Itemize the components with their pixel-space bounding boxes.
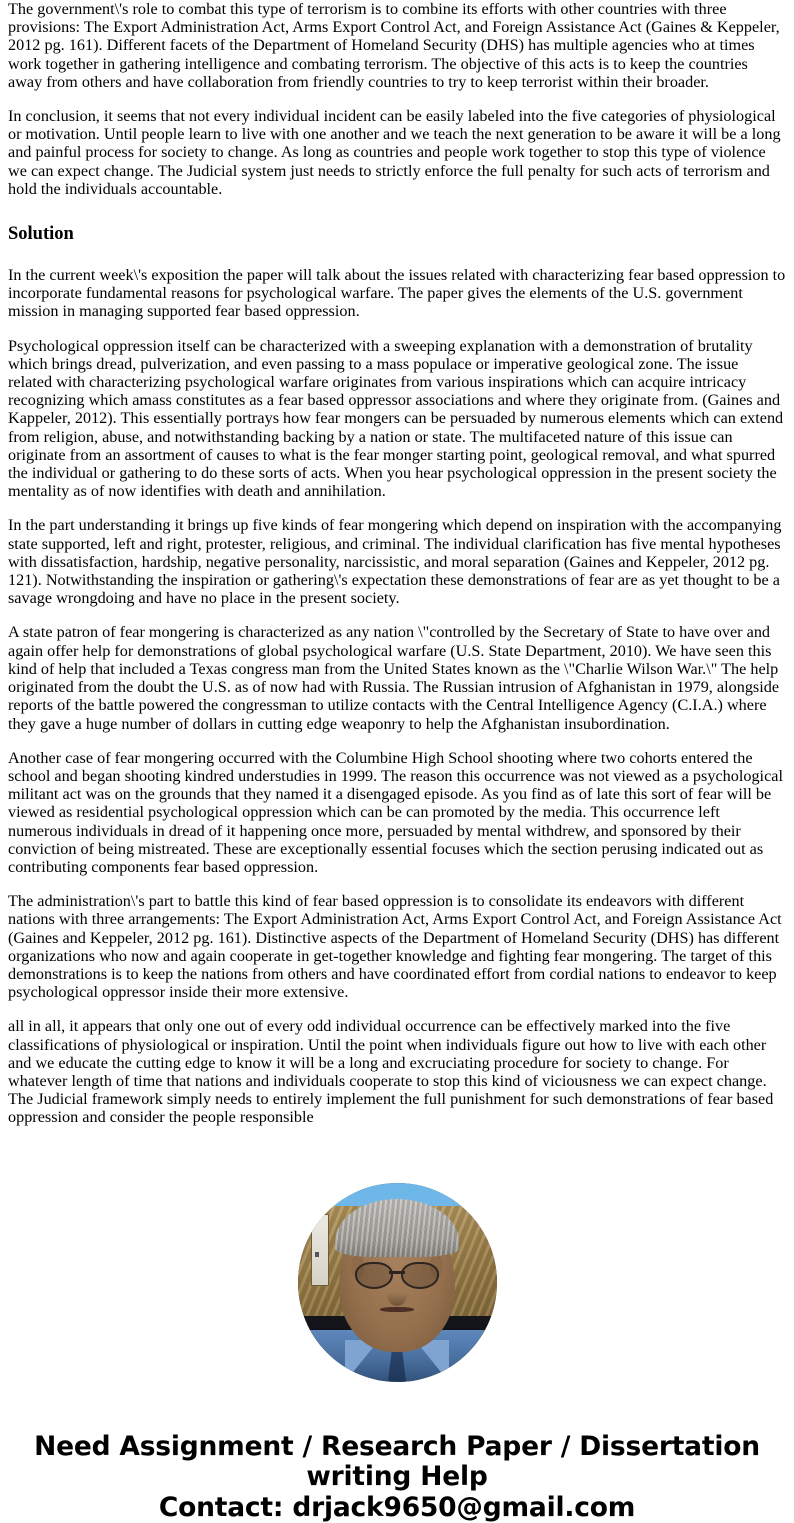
footer-contact-banner bbox=[8, 1432, 786, 1523]
avatar-container bbox=[8, 1183, 786, 1382]
paragraph: Psychological oppression itself can be characterized with a sweeping explanation with a demonstration of brutality which brings dread, pulverization, and even passing to a mass populace or imperative geological zone. The issue related with characterizing psychological warfare originates from various inspirations which can acquire intricacy recognizing which amass constitutes as a fear based oppressor associations and where they originate from. (Gaines and Kappeler, 2012). This essentially portrays how fear mongers can be persuaded by numerous elements which can extend from religion, abuse, and notwithstanding backing by a nation or state. The multifaceted nature of this issue can originate from an assortment of causes to what is the fear monger starting point, geological removal, and what spurred the individual or gathering to do these sorts of acts. When you hear psychological oppression in the present society the mentality as of now identifies with death and annihilation. bbox=[8, 336, 784, 501]
paragraph: A state patron of fear mongering is characterized as any nation \"controlled by the Secretary of State to have over and again offer help for demonstrations of global psychological warfare (U.S. State Department, 2010). We have seen this kind of help that included a Texas congress man from the United States known as the \"Charlie Wilson War.\" The help originated from the doubt the U.S. as of now had with Russia. The Russian intrusion of Afghanistan in 1979, alongside reports of the battle powered the congressman to utilize contacts with the Central Intelligence Agency (C.I.A.) where they gave a huge number of dollars in cutting edge weaponry to help the Afghanistan insubordination. bbox=[8, 623, 780, 733]
footer-headline: Need Assignment / Research Paper / Dissertation writing Help bbox=[34, 1430, 760, 1492]
paragraph: In the part understanding it brings up five kinds of fear mongering which depend on inspiration with the accompanying state supported, left and right, protester, religious, and criminal. The individual clarification has five mental hypotheses with dissatisfaction, hardship, negative personality, narcissistic, and moral separation (Gaines and Keppeler, 2012 pg. 121). Notwithstanding the inspiration or gathering\'s expectation these demonstrations of fear are as yet thought to be a savage wrongdoing and have no place in the present society. bbox=[8, 516, 782, 608]
avatar-eyeglass-bridge bbox=[389, 1271, 405, 1274]
avatar-nose bbox=[387, 1284, 407, 1306]
avatar-mouth bbox=[380, 1307, 414, 1312]
intro-paragraphs bbox=[8, 0, 786, 198]
solution-paragraphs bbox=[8, 266, 786, 1127]
paragraph: The government\'s role to combat this type of terrorism is to combine its efforts with other countries with three provisions: The Export Administration Act, Arms Export Control Act, and Foreign Assistance Act (Gaines & Keppeler, 2012 pg. 161). Different facets of the Department of Homeland Security (DHS) has multiple agencies who at times work together in gathering intelligence and combating terrorism. The objective of this acts is to keep the countries away from others and have collaboration from friendly countries to try to keep terrorist within their broader. bbox=[8, 0, 780, 91]
section-heading-solution: Solution bbox=[8, 224, 74, 245]
paragraph: all in all, it appears that only one out of every odd individual occurrence can be effectively marked into the five classifications of physiological or inspiration. Until the point when individuals figure out how to live with each other and we educate the cutting edge to know it will be a long and excruciating procedure for society to change. For whatever length of time that nations and individuals cooperate to stop this kind of viciousness we can expect change. The Judicial framework simply needs to entirely implement the full punishment for such demonstrations of fear based oppression and consider the people responsible bbox=[8, 1017, 774, 1127]
avatar bbox=[298, 1183, 497, 1382]
avatar-background-wall-panel bbox=[311, 1214, 329, 1286]
footer-contact-email: Contact: drjack9650@gmail.com bbox=[158, 1491, 636, 1523]
paragraph: Another case of fear mongering occurred with the Columbine High School shooting where two cohorts entered the school and began shooting kindred understudies in 1999. The reason this occurrence was not viewed as a psychological militant act was on the grounds that they named it a disengaged episode. As you find as of late this sort of fear will be viewed as residential psychological oppression which can be can promoted by the media. This occurrence left numerous individuals in dread of it happening once more, persuaded by mental withdrew, and sponsored by their conviction of being mistreated. These are exceptionally essential focuses which the section perusing indicated out as contributing components fear based oppression. bbox=[8, 748, 783, 876]
paragraph: In conclusion, it seems that not every individual incident can be easily labeled into the five categories of physiological or motivation. Until people learn to live with one another and we teach the next generation to be aware it will be a long and painful process for society to change. As long as countries and people work together to stop this type of violence we can expect change. The Judicial system just needs to strictly enforce the full penalty for such acts of terrorism and hold the individuals accountable. bbox=[8, 107, 781, 198]
paragraph: In the current week\'s exposition the paper will talk about the issues related with characterizing fear based oppression to incorporate fundamental reasons for psychological warfare. The paper gives the elements of the U.S. government mission in managing supported fear based oppression. bbox=[8, 266, 786, 321]
paragraph: The administration\'s part to battle this kind of fear based oppression is to consolidate its endeavors with different nations with three arrangements: The Export Administration Act, Arms Export Control Act, and Foreign Assistance Act (Gaines and Keppeler, 2012 pg. 161). Distinctive aspects of the Department of Homeland Security (DHS) has different organizations who now and again cooperate in get-together knowledge and fighting fear mongering. The target of this demonstrations is to keep the nations from others and have coordinated effort from cordial nations to endeavor to keep psychological oppressor inside their more extensive. bbox=[8, 892, 782, 1002]
